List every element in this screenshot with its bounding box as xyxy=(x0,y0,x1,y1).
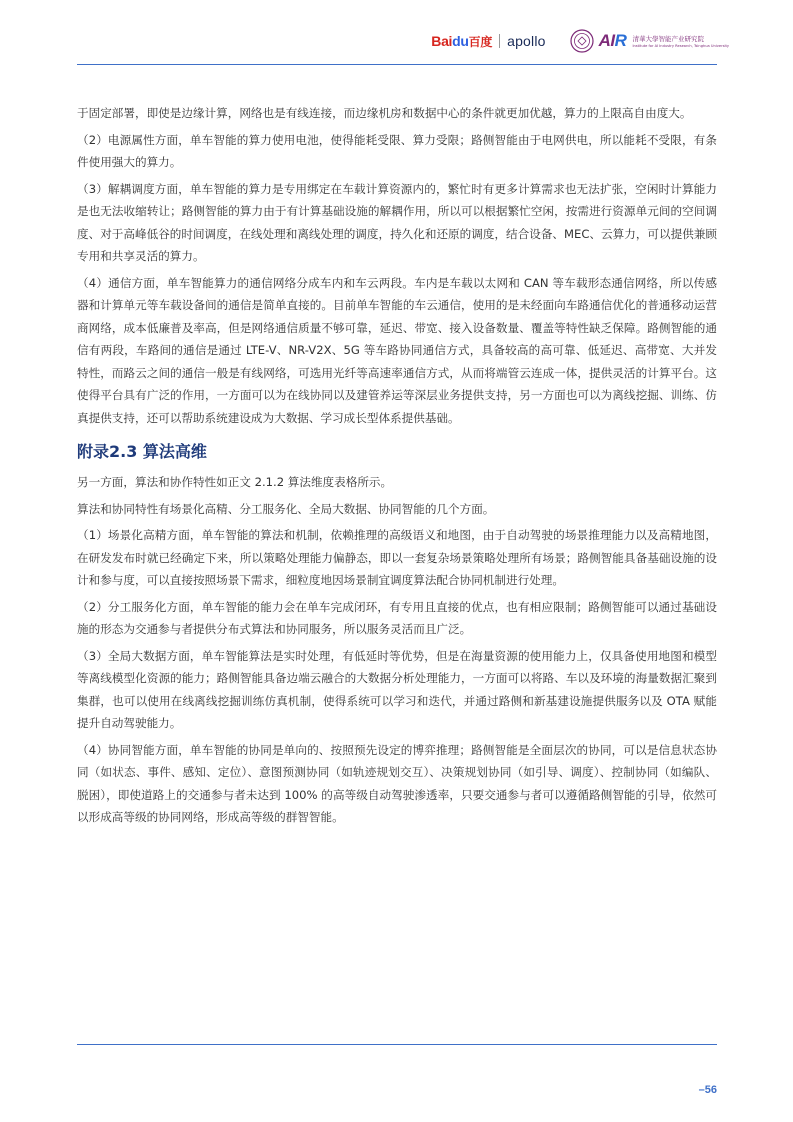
paragraph-power: （2）电源属性方面，单车智能的算力使用电池，使得能耗受限、算力受限；路侧智能由于电网供电，所以能耗不受限，有条件使用强大的算力。 xyxy=(77,132,717,169)
paragraph-compute-limit: 于固定部署，即使是边缘计算，网络也是有线连接，而边缘机房和数据中心的条件就更加优越，算力的上限高自由度大。 xyxy=(77,106,692,120)
paragraph-service: （2）分工服务化方面，单车智能的能力会在单车完成闭环，有专用且直接的优点，也有相应限制；路侧智能可以通过基础设施的形态为交通参与者提供分布式算法和协同服务，所以服务灵活而且广泛。 xyxy=(77,599,717,636)
logo-divider xyxy=(499,34,500,48)
footer-divider xyxy=(77,1044,717,1045)
paragraph-cooperation: （4）协同智能方面，单车智能的协同是单向的、按照预先设定的博弈推理；路侧智能是全面层次的协同，可以是信息状态协同（如状态、事件、感知、定位）、意图预测协同（如轨迹规划交互）、决策规划协同（如引导、调度）、控制协同（如编队、脱困），即使道路上的交通参与者未达到 100% 的高等级自动驾驶渗透率，只要交通参与者可以遵循路侧智能的引导，依然可以形成高等级的协同网络，形成高等级的群智智能。 xyxy=(77,742,717,824)
paragraph-bigdata: （3）全局大数据方面，单车智能算法是实时处理，有低延时等优势，但是在海量资源的使用能力上，仅具备使用地图和模型等离线模型化资源的能力；路侧智能具备边端云融合的大数据分析处理能力，一方面可以将路、车以及环境的海量数据汇聚到集群，也可以使用在线离线挖掘训练仿真机制，使得系统可以学习和迭代，并通过路侧和新基建设施提供服务以及 OTA 赋能提升自动驾驶能力。 xyxy=(77,648,717,730)
header-divider xyxy=(77,64,717,65)
paragraph-scheduling: （3）解耦调度方面，单车智能的算力是专用绑定在车载计算资源内的，繁忙时有更多计算需求也无法扩张，空闲时计算能力是也无法收缩转让；路侧智能的算力由于有计算基础设施的解耦作用，所以可以根据繁忙空闲，按需进行资源单元间的空间调度、对于高峰低谷的时间调度，在线处理和离线处理的调度，持久化和还原的调度，结合设备、MEC、云算力，可以提供兼顾专用和共享灵活的算力。 xyxy=(77,181,717,263)
baidu-logo: Baidu百度 xyxy=(431,32,493,49)
paragraph-scene: （1）场景化高精方面，单车智能的算法和机制，依赖推理的高级语义和地图，由于自动驾驶的场景推理能力以及高精地图，在研发发布时就已经确定下来，所以策略处理能力偏静态，即以一套复杂场景策略处理所有场景；路侧智能具备基础设施的设计和参与度，可以直接按照场景下需求，细粒度地因场景制宜调度算法配合协同机制进行处理。 xyxy=(77,528,717,587)
institute-name: 清華大學智能产业研究院 Institute for AI Industry Research, Tsinghua University xyxy=(632,35,729,48)
page-body xyxy=(77,102,717,833)
page-number: –56 xyxy=(698,1084,717,1096)
tsinghua-seal-icon xyxy=(570,29,594,53)
section-heading: 附录2.3 算法高维 xyxy=(77,442,207,461)
header-logos xyxy=(431,26,729,56)
paragraph-overview: 算法和协同特性有场景化高精、分工服务化、全局大数据、协同智能的几个方面。 xyxy=(77,501,495,516)
paragraph-communication: （4）通信方面，单车智能算力的通信网络分成车内和车云两段。车内是车载以太网和 CAN 等车载形态通信网络，所以传感器和计算单元等车载设备间的通信是简单直接的。目前单车智能的车云通信，使用的是未经面向车路通信优化的普通移动运营商网络，成本低廉普及率高，但是网络通信质量不够可靠，延迟、带宽、接入设备数量、覆盖等特性缺乏保障。路侧智能的通信有两段，车路间的通信是通过 LTE-V、NR-V2X、5G 等车路协同通信方式，具备较高的高可靠、低延迟、高带宽、大并发特性，而路云之间的通信一般是有线网络，可选用光纤等高速率通信方式，从而将端管云连成一体，提供灵活的计算平台。这使得平台具有广泛的作用，一方面可以为在线协同以及建管养运等深层业务提供支持，另一方面也可以为离线挖掘、训练、仿真提供支持，还可以帮助系统建设成为大数据、学习成长型体系提供基础。 xyxy=(77,275,717,425)
apollo-logo: apollo xyxy=(507,33,546,49)
air-logo: AIR xyxy=(598,31,627,50)
paragraph-intro: 另一方面，算法和协作特性如正文 2.1.2 算法维度表格所示。 xyxy=(77,475,393,489)
